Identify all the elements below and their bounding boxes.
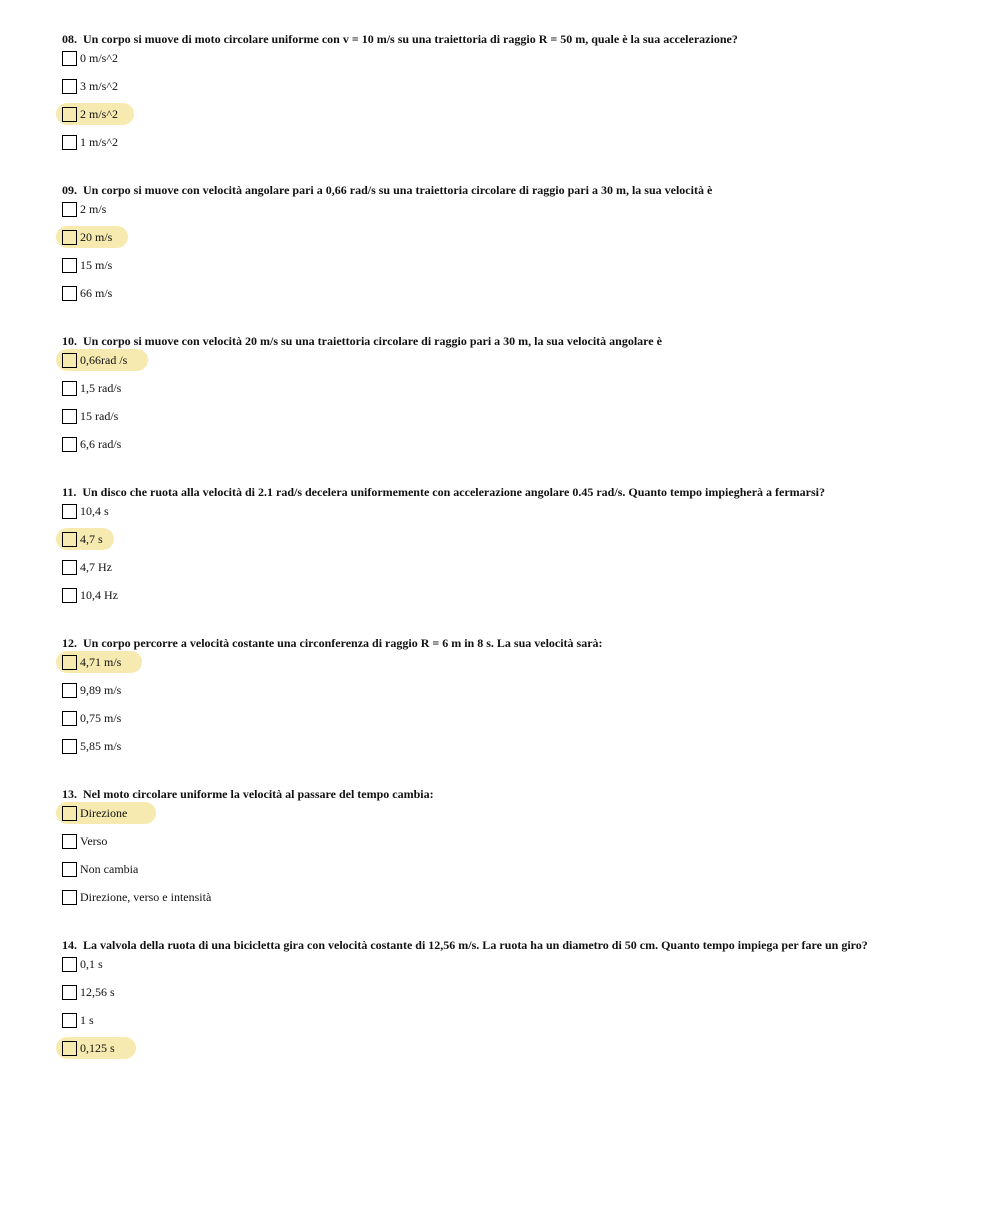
answer-option[interactable] — [62, 436, 962, 464]
answer-options — [62, 50, 962, 162]
answer-option[interactable] — [62, 1012, 962, 1040]
answer-label: 0,125 s — [80, 1041, 115, 1055]
answer-option-highlighted[interactable] — [62, 654, 962, 682]
question-prompt: Un corpo percorre a velocità costante una circonferenza di raggio R = 6 m in 8 s. La sua velocità sarà: — [83, 636, 603, 650]
question-text — [62, 31, 962, 47]
question-11 — [62, 484, 962, 615]
answer-checkbox[interactable] — [62, 353, 77, 368]
answer-option-highlighted[interactable] — [62, 1040, 962, 1068]
answer-checkbox[interactable] — [62, 862, 77, 877]
question-number: 13. — [62, 787, 77, 801]
question-14 — [62, 937, 962, 1068]
question-10 — [62, 333, 962, 464]
answer-checkbox[interactable] — [62, 409, 77, 424]
answer-option[interactable] — [62, 984, 962, 1012]
answer-option[interactable] — [62, 134, 962, 162]
answer-option-highlighted[interactable] — [62, 805, 962, 833]
answer-label: 2 m/s^2 — [80, 107, 118, 121]
question-text — [62, 484, 962, 500]
answer-label: Direzione — [80, 806, 128, 820]
answer-option[interactable] — [62, 861, 962, 889]
answer-checkbox[interactable] — [62, 258, 77, 273]
answer-options — [62, 805, 962, 917]
answer-option[interactable] — [62, 257, 962, 285]
answer-label: 0,1 s — [80, 957, 103, 971]
answer-option[interactable] — [62, 738, 962, 766]
question-13 — [62, 786, 962, 917]
question-prompt: Nel moto circolare uniforme la velocità al passare del tempo cambia: — [83, 787, 434, 801]
question-12 — [62, 635, 962, 766]
answer-label: 6,6 rad/s — [80, 437, 122, 451]
question-number: 09. — [62, 183, 77, 197]
question-text — [62, 182, 962, 198]
answer-checkbox[interactable] — [62, 135, 77, 150]
answer-checkbox[interactable] — [62, 588, 77, 603]
answer-label: 9,89 m/s — [80, 683, 122, 697]
answer-label: 3 m/s^2 — [80, 79, 118, 93]
answer-label: Non cambia — [80, 862, 139, 876]
question-text — [62, 786, 962, 802]
question-text — [62, 635, 962, 651]
answer-option[interactable] — [62, 710, 962, 738]
answer-option-highlighted[interactable] — [62, 531, 962, 559]
answer-checkbox[interactable] — [62, 79, 77, 94]
answer-label: 0,75 m/s — [80, 711, 122, 725]
answer-label: 1 s — [80, 1013, 94, 1027]
answer-label: 66 m/s — [80, 286, 113, 300]
answer-option-highlighted[interactable] — [62, 106, 962, 134]
answer-options — [62, 201, 962, 313]
question-number: 12. — [62, 636, 77, 650]
answer-label: 2 m/s — [80, 202, 107, 216]
question-prompt: Un corpo si muove di moto circolare uniforme con v = 10 m/s su una traiettoria di raggio R = 50 m, quale è la sua accelerazione? — [83, 32, 738, 46]
answer-label: 4,71 m/s — [80, 655, 122, 669]
answer-label: 5,85 m/s — [80, 739, 122, 753]
answer-checkbox[interactable] — [62, 683, 77, 698]
answer-label: Verso — [80, 834, 108, 848]
answer-checkbox[interactable] — [62, 504, 77, 519]
answer-checkbox[interactable] — [62, 655, 77, 670]
answer-label: 15 rad/s — [80, 409, 119, 423]
answer-option[interactable] — [62, 833, 962, 861]
answer-option[interactable] — [62, 201, 962, 229]
question-number: 11. — [62, 485, 77, 499]
question-09 — [62, 182, 962, 313]
answer-checkbox[interactable] — [62, 739, 77, 754]
answer-checkbox[interactable] — [62, 890, 77, 905]
answer-checkbox[interactable] — [62, 532, 77, 547]
answer-checkbox[interactable] — [62, 834, 77, 849]
answer-label: 1 m/s^2 — [80, 135, 118, 149]
question-08 — [62, 31, 962, 162]
answer-label: 4,7 s — [80, 532, 103, 546]
answer-option[interactable] — [62, 682, 962, 710]
question-prompt: Un corpo si muove con velocità 20 m/s su una traiettoria circolare di raggio pari a 30 m, la sua velocità angolare è — [83, 334, 662, 348]
answer-checkbox[interactable] — [62, 202, 77, 217]
question-number: 10. — [62, 334, 77, 348]
answer-checkbox[interactable] — [62, 381, 77, 396]
answer-option[interactable] — [62, 285, 962, 313]
answer-options — [62, 503, 962, 615]
answer-checkbox[interactable] — [62, 1013, 77, 1028]
answer-checkbox[interactable] — [62, 560, 77, 575]
question-number: 14. — [62, 938, 77, 952]
answer-options — [62, 352, 962, 464]
question-text — [62, 937, 962, 953]
answer-checkbox[interactable] — [62, 711, 77, 726]
answer-checkbox[interactable] — [62, 437, 77, 452]
answer-label: 20 m/s — [80, 230, 113, 244]
answer-option[interactable] — [62, 503, 962, 531]
answer-option[interactable] — [62, 559, 962, 587]
answer-checkbox[interactable] — [62, 230, 77, 245]
answer-label: 0 m/s^2 — [80, 51, 118, 65]
answer-option[interactable] — [62, 587, 962, 615]
answer-options — [62, 654, 962, 766]
answer-option[interactable] — [62, 50, 962, 78]
answer-options — [62, 956, 962, 1068]
answer-checkbox[interactable] — [62, 806, 77, 821]
answer-label: 10,4 Hz — [80, 588, 118, 602]
answer-checkbox[interactable] — [62, 107, 77, 122]
answer-label: 12,56 s — [80, 985, 115, 999]
question-prompt: Un corpo si muove con velocità angolare pari a 0,66 rad/s su una traiettoria circolare di raggio pari a 30 m, la sua velocità è — [83, 183, 713, 197]
answer-option-highlighted[interactable] — [62, 352, 962, 380]
answer-option[interactable] — [62, 408, 962, 436]
answer-option[interactable] — [62, 889, 962, 917]
answer-label: 0,66rad /s — [80, 353, 128, 367]
answer-option-highlighted[interactable] — [62, 229, 962, 257]
answer-label: Direzione, verso e intensità — [80, 890, 212, 904]
answer-option[interactable] — [62, 78, 962, 106]
question-number: 08. — [62, 32, 77, 46]
answer-label: 10,4 s — [80, 504, 109, 518]
answer-label: 4,7 Hz — [80, 560, 112, 574]
answer-checkbox[interactable] — [62, 1041, 77, 1056]
answer-option[interactable] — [62, 956, 962, 984]
answer-checkbox[interactable] — [62, 985, 77, 1000]
answer-checkbox[interactable] — [62, 51, 77, 66]
question-prompt: Un disco che ruota alla velocità di 2.1 rad/s decelera uniformemente con accelerazione angolare 0.45 rad/s. Quanto tempo impiegherà a fermarsi? — [82, 485, 825, 499]
question-text — [62, 333, 962, 349]
answer-checkbox[interactable] — [62, 286, 77, 301]
answer-checkbox[interactable] — [62, 957, 77, 972]
answer-label: 15 m/s — [80, 258, 113, 272]
answer-option[interactable] — [62, 380, 962, 408]
answer-label: 1,5 rad/s — [80, 381, 122, 395]
question-prompt: La valvola della ruota di una bicicletta gira con velocità costante di 12,56 m/s. La ruota ha un diametro di 50 cm. Quanto tempo impiega per fare un giro? — [83, 938, 868, 952]
